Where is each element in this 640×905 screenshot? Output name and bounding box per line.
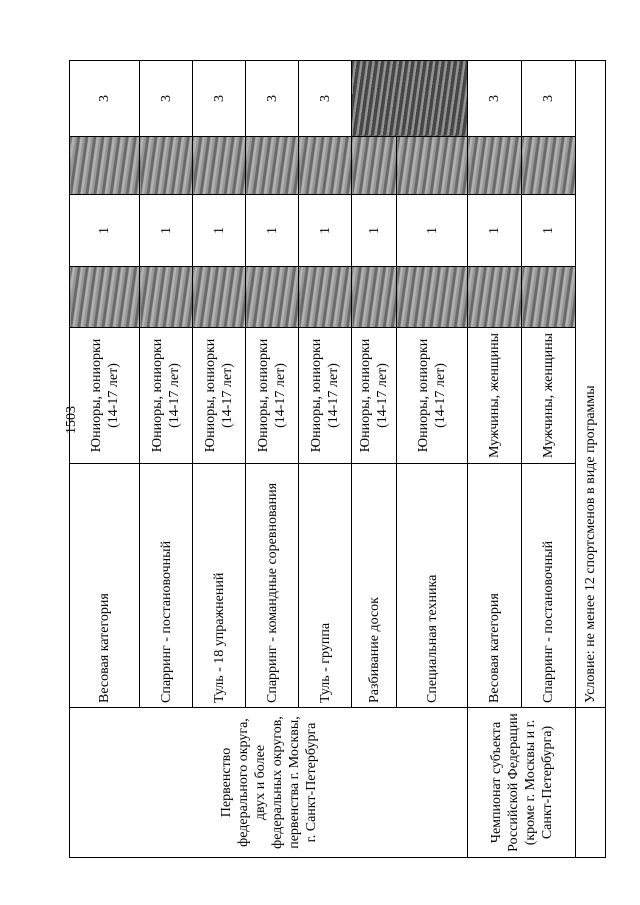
age-group-cell: Мужчины, женщины xyxy=(522,328,576,464)
min-participants-cell: 1 xyxy=(193,195,246,267)
shaded-cell xyxy=(352,61,468,137)
discipline-cell: Разбивание досок xyxy=(352,464,397,708)
max-participants-cell: 3 xyxy=(468,61,522,137)
age-group-cell: Юниоры, юниорки (14-17 лет) xyxy=(193,328,246,464)
discipline-cell: Спарринг - постановочный xyxy=(522,464,576,708)
group-name-cell xyxy=(70,708,468,858)
min-participants-cell: 1 xyxy=(468,195,522,267)
discipline-cell: Весовая категория xyxy=(70,464,140,708)
shaded-cell xyxy=(70,267,140,328)
min-participants-cell: 1 xyxy=(522,195,576,267)
rotated-table-wrapper xyxy=(69,61,598,858)
age-group-cell: Юниоры, юниорки (14-17 лет) xyxy=(140,328,193,464)
table-row xyxy=(70,61,140,858)
discipline-cell: Туль - 18 упражнений xyxy=(193,464,246,708)
shaded-cell xyxy=(352,267,397,328)
shaded-cell xyxy=(193,267,246,328)
shaded-cell xyxy=(352,137,397,195)
table-row xyxy=(576,61,606,858)
page-number: 1503 xyxy=(64,406,79,434)
age-group-cell: Юниоры, юниорки (14-17 лет) xyxy=(352,328,397,464)
min-participants-cell: 1 xyxy=(397,195,468,267)
age-group-cell: Юниоры, юниорки (14-17 лет) xyxy=(246,328,299,464)
max-participants-cell: 3 xyxy=(193,61,246,137)
table-row xyxy=(468,61,522,858)
shaded-cell xyxy=(397,267,468,328)
shaded-cell xyxy=(246,137,299,195)
group-name-1: Первенство федерального округа, двух и более федеральных округов, первенства г. Москвы, г. Санкт-Петербурга xyxy=(218,716,319,849)
condition-text: Условие: не менее 12 спортсменов в виде программы xyxy=(583,385,598,703)
max-participants-cell: 3 xyxy=(140,61,193,137)
discipline-cell: Специальная техника xyxy=(397,464,468,708)
group-name-continuation-cell xyxy=(576,708,606,858)
min-participants-cell: 1 xyxy=(70,195,140,267)
group-name-cell xyxy=(468,708,576,858)
shaded-cell xyxy=(246,267,299,328)
group-name-2: Чемпионат субъекта Российской Федерации (кроме г. Москвы и г. Санкт-Петербурга) xyxy=(488,713,555,852)
condition-cell xyxy=(576,61,606,708)
shaded-cell xyxy=(397,137,468,195)
min-participants-cell: 1 xyxy=(299,195,352,267)
min-participants-cell: 1 xyxy=(352,195,397,267)
max-participants-cell: 3 xyxy=(522,61,576,137)
shaded-cell xyxy=(140,137,193,195)
discipline-cell: Спарринг - командные соревнования xyxy=(246,464,299,708)
discipline-cell: Туль - группа xyxy=(299,464,352,708)
shaded-cell xyxy=(140,267,193,328)
shaded-cell xyxy=(70,137,140,195)
age-group-cell: Мужчины, женщины xyxy=(468,328,522,464)
discipline-cell: Спарринг - постановочный xyxy=(140,464,193,708)
competition-table xyxy=(69,60,606,858)
age-group-cell: Юниоры, юниорки (14-17 лет) xyxy=(70,328,140,464)
discipline-cell: Весовая категория xyxy=(468,464,522,708)
shaded-cell xyxy=(522,137,576,195)
shaded-cell xyxy=(299,267,352,328)
min-participants-cell: 1 xyxy=(246,195,299,267)
age-group-cell: Юниоры, юниорки (14-17 лет) xyxy=(397,328,468,464)
shaded-cell xyxy=(468,267,522,328)
max-participants-cell: 3 xyxy=(70,61,140,137)
shaded-cell xyxy=(193,137,246,195)
max-participants-cell: 3 xyxy=(299,61,352,137)
shaded-cell xyxy=(522,267,576,328)
max-participants-cell: 3 xyxy=(246,61,299,137)
shaded-cell xyxy=(468,137,522,195)
age-group-cell: Юниоры, юниорки (14-17 лет) xyxy=(299,328,352,464)
min-participants-cell: 1 xyxy=(140,195,193,267)
shaded-cell xyxy=(299,137,352,195)
